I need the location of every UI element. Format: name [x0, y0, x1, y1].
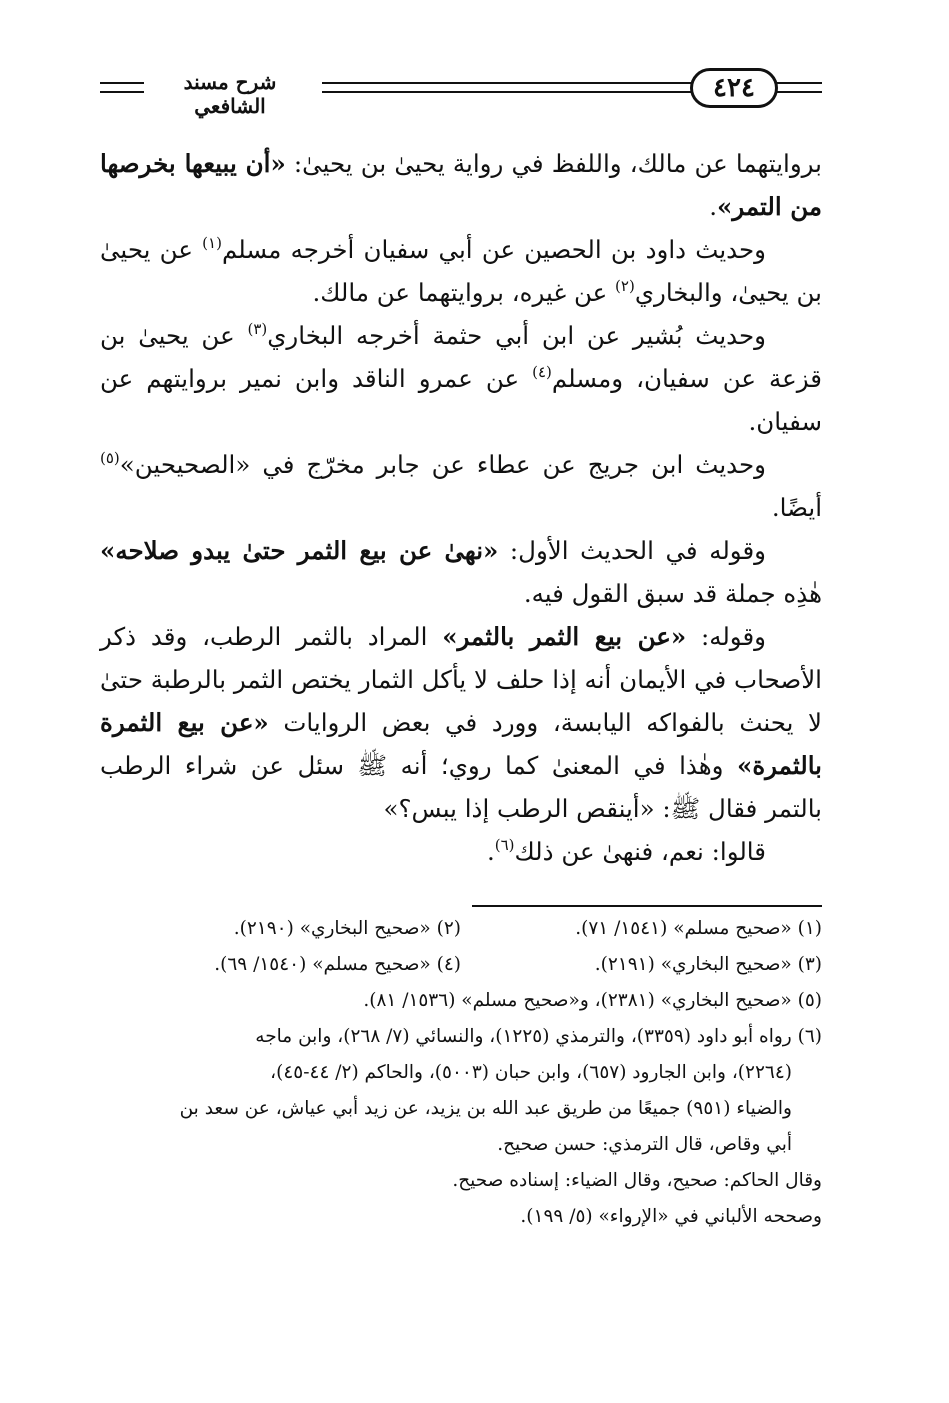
footnote-row: [100, 911, 822, 947]
footnote-ref: (٥): [100, 449, 120, 467]
text-run: وهٰذا في المعنىٰ كما روي؛ أنه ﷺ سئل عن شراء الرطب بالتمر فقال ﷺ: «أينقص الرطب إذا يبس؟»: [100, 751, 822, 823]
paragraph-3: [100, 314, 822, 443]
quoted-hadith: «عن بيع الثمرة بالثمرة»: [100, 708, 822, 780]
footnote-5: (٥) «صحيح البخاري» (٢٣٨١)، و«صحيح مسلم» (١٥٣٦/ ٨١).: [363, 990, 822, 1011]
text-run: المراد بالثمر الرطب، وقد ذكر الأصحاب في الأيمان أنه إذا حلف لا يأكل الثمار يختص الثمر بالرطبة حتىٰ لا يحنث بالفواكه اليابسة، وورد في بعض الروايات: [100, 622, 823, 737]
paragraph-4: [100, 443, 822, 529]
footnote-3: (٣) «صحيح البخاري» (٢١٩١).: [594, 954, 822, 975]
text-run: وقوله:: [686, 622, 767, 651]
header-rule-left: [100, 82, 144, 93]
text-run: هٰذِه جملة قد سبق القول فيه.: [523, 579, 822, 608]
book-page: [100, 60, 822, 1235]
text-run: عن يحيىٰ بن يحيىٰ، والبخاري: [100, 235, 822, 307]
page-header: [100, 60, 822, 120]
footnote-ref: (٦): [494, 836, 515, 854]
quoted-hadith: «نهىٰ عن بيع الثمر حتىٰ يبدو صلاحه»: [100, 536, 499, 565]
footnote-6-line-3: والضياء (٩٥١) جميعًا من طريق عبد الله بن يزيد، عن زيد أبي عياش، عن سعد بن: [179, 1098, 792, 1119]
footnote-ref: (٣): [247, 320, 268, 338]
paragraph-2: [100, 228, 822, 314]
quoted-hadith: «أن يبيعها بخرصها من التمر»: [100, 149, 822, 221]
footnote-row: [100, 947, 822, 983]
quoted-hadith: «عن بيع الثمر بالثمر»: [442, 622, 687, 651]
text-run: عن يحيىٰ بن قزعة عن سفيان، ومسلم: [100, 321, 822, 393]
footnote-separator: [472, 905, 822, 907]
text-run: بروايتهما عن مالك، واللفظ في رواية يحيىٰ بن يحيىٰ:: [285, 149, 822, 178]
paragraph-7: [100, 830, 822, 873]
header-rule-right: [776, 82, 822, 93]
paragraph-5: [100, 529, 822, 615]
text-run: .: [709, 192, 718, 221]
text-run: وحديث داود بن الحصين عن أبي سفيان أخرجه مسلم: [221, 235, 766, 264]
footnote-6-line-1: (٦) رواه أبو داود (٣٣٥٩)، والترمذي (١٢٢٥)، والنسائي (٧/ ٢٦٨)، وابن ماجه: [255, 1026, 822, 1047]
text-run: وحديث بُشير عن ابن أبي حثمة أخرجه البخاري: [267, 321, 766, 350]
running-title: شرح مسند الشافعي: [183, 70, 277, 118]
footnote-6-line-5: وقال الحاكم: صحيح، وقال الضياء: إسناده صحيح.: [452, 1170, 822, 1191]
text-run: أيضًا.: [771, 493, 822, 522]
text-run: وحديث ابن جريج عن عطاء عن جابر مخرّج في «الصحيحين»: [119, 450, 766, 479]
paragraph-6: [100, 615, 822, 830]
footnote-6-line-4: أبي وقاص، قال الترمذي: حسن صحيح.: [497, 1134, 792, 1155]
footnote-2: (٢) «صحيح البخاري» (٢١٩٠).: [233, 918, 461, 939]
text-run: عن غيره، بروايتهما عن مالك.: [312, 278, 616, 307]
footnote-4: (٤) «صحيح مسلم» (١٥٤٠/ ٦٩).: [214, 954, 461, 975]
footnote-ref: (٢): [615, 277, 635, 295]
text-run: قالوا: نعم، فنهىٰ عن ذلك: [514, 837, 766, 866]
text-run: وقوله في الحديث الأول:: [498, 536, 766, 565]
footnote-ref: (١): [202, 234, 222, 252]
footnote-6-line-6: وصححه الألباني في «الإرواء» (٥/ ١٩٩).: [520, 1206, 822, 1227]
footnote-1: (١) «صحيح مسلم» (١٥٤١/ ٧١).: [575, 918, 822, 939]
text-run: .: [486, 837, 495, 866]
main-text: [100, 142, 822, 873]
page-number: ٤٢٤: [690, 68, 778, 108]
footnotes: [100, 911, 822, 1235]
text-run: عن عمرو الناقد وابن نمير بروايتهم عن سفيان.: [100, 364, 822, 436]
paragraph-1: [100, 142, 822, 228]
footnote-ref: (٤): [532, 363, 552, 381]
footnote-6-line-2: (٢٢٦٤)، وابن الجارود (٦٥٧)، وابن حبان (٥٠٠٣)، والحاكم (٢/ ٤٤-٤٥)،: [270, 1062, 792, 1083]
